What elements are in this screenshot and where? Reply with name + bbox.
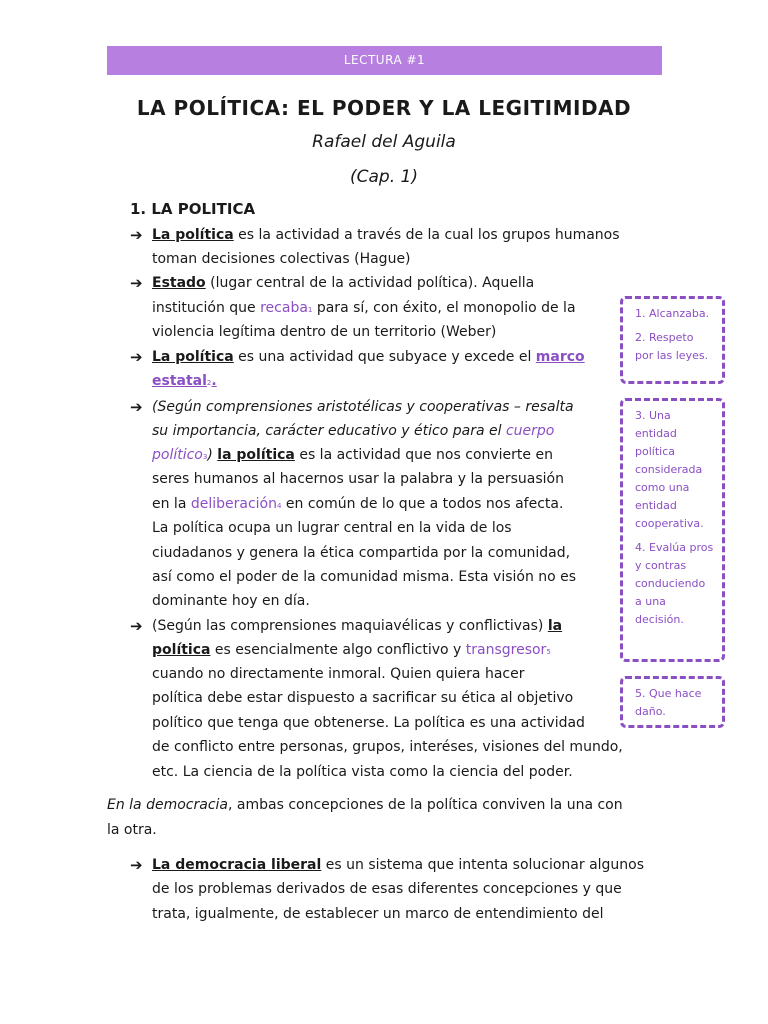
footnote-box-5: [620, 676, 725, 728]
footnote-4: 4. Evalúa pros y contras conduciendo a una decisión.: [635, 541, 714, 626]
bullet-5-line-6: de conflicto entre personas, grupos, interéses, visiones del mundo,: [152, 739, 623, 755]
author: Rafael del Aguila: [312, 132, 456, 152]
footnote-box-1-2: [620, 296, 725, 384]
arrow-icon: ➔: [130, 617, 143, 635]
bullet-5-line-7: etc. La ciencia de la política vista como la ciencia del poder.: [152, 764, 573, 780]
footnote-1: 1. Alcanzaba.: [635, 307, 710, 320]
bullet-5-line-4: política debe estar dispuesto a sacrificar su ética al objetivo: [152, 690, 574, 706]
section-heading: 1. LA POLITICA: [130, 200, 256, 218]
bullet-4-line-9: dominante hoy en día.: [152, 593, 310, 609]
bullet-3-line-1: La política es una actividad que subyace y excede el marco: [152, 349, 585, 365]
arrow-icon: ➔: [130, 226, 143, 244]
bullet-4-line-5: en la deliberación4 en común de lo que a todos nos afecta.: [152, 496, 564, 512]
democracy-paragraph-line-1: En la democracia, ambas concepciones de la política conviven la una con: [107, 797, 623, 813]
footnote-box-3-4: [620, 398, 725, 662]
arrow-icon: ➔: [130, 274, 143, 292]
democracy-paragraph-line-2: la otra.: [107, 822, 157, 838]
bullet-1-line-1: La política es la actividad a través de la cual los grupos humanos: [152, 227, 620, 243]
bullet-4-line-1: (Según comprensiones aristotélicas y cooperativas – resalta: [152, 399, 574, 415]
arrow-icon: ➔: [130, 856, 143, 874]
arrow-icon: ➔: [130, 348, 143, 366]
bullet-6-line-2: de los problemas derivados de esas diferentes concepciones y que: [152, 881, 622, 897]
bullet-4-line-8: así como el poder de la comunidad misma. Esta visión no es: [152, 569, 577, 585]
bullet-2-line-2: institución que recaba1 para sí, con éxito, el monopolio de la: [152, 300, 576, 316]
bullet-4-line-7: ciudadanos y genera la ética compartida por la comunidad,: [152, 545, 571, 561]
bullet-5-line-1: (Según las comprensiones maquiavélicas y conflictivas) la: [152, 618, 563, 634]
bullet-3-line-2: estatal2.: [152, 373, 217, 389]
arrow-icon: ➔: [130, 398, 143, 416]
bullet-5-line-5: político que tenga que obtenerse. La política es una actividad: [152, 715, 585, 731]
lecture-banner: LECTURA #1: [107, 46, 662, 75]
bullet-6-line-3: trata, igualmente, de establecer un marco de entendimiento del: [152, 906, 604, 922]
footnote-3: 3. Una entidad política considerada como una entidad cooperativa.: [635, 409, 704, 530]
bullet-2-line-1: Estado (lugar central de la actividad política). Aquella: [152, 275, 535, 291]
bullet-4-line-3: político3) la política es la actividad que nos convierte en: [152, 447, 553, 463]
page-title: LA POLÍTICA: EL PODER Y LA LEGITIMIDAD: [136, 96, 632, 120]
chapter-label: (Cap. 1): [350, 167, 418, 187]
footnote-2: 2. Respeto por las leyes.: [635, 331, 709, 362]
bullet-2-line-3: violencia legítima dentro de un territorio (Weber): [152, 324, 497, 340]
bullet-1-line-2: toman decisiones colectivas (Hague): [152, 251, 411, 267]
bullet-4-line-2: su importancia, carácter educativo y ético para el cuerpo: [152, 423, 555, 439]
footnote-5: 5. Que hace daño.: [635, 687, 702, 718]
bullet-6-line-1: La democracia liberal es un sistema que intenta solucionar algunos: [152, 857, 645, 873]
bullet-5-line-3: cuando no directamente inmoral. Quien quiera hacer: [152, 666, 525, 682]
bullet-4-line-4: seres humanos al hacernos usar la palabra y la persuasión: [152, 471, 564, 487]
bullet-5-line-2: política es esencialmente algo conflictivo y transgresor5: [152, 642, 551, 658]
bullet-4-line-6: La política ocupa un lugrar central en la vida de los: [152, 520, 512, 536]
